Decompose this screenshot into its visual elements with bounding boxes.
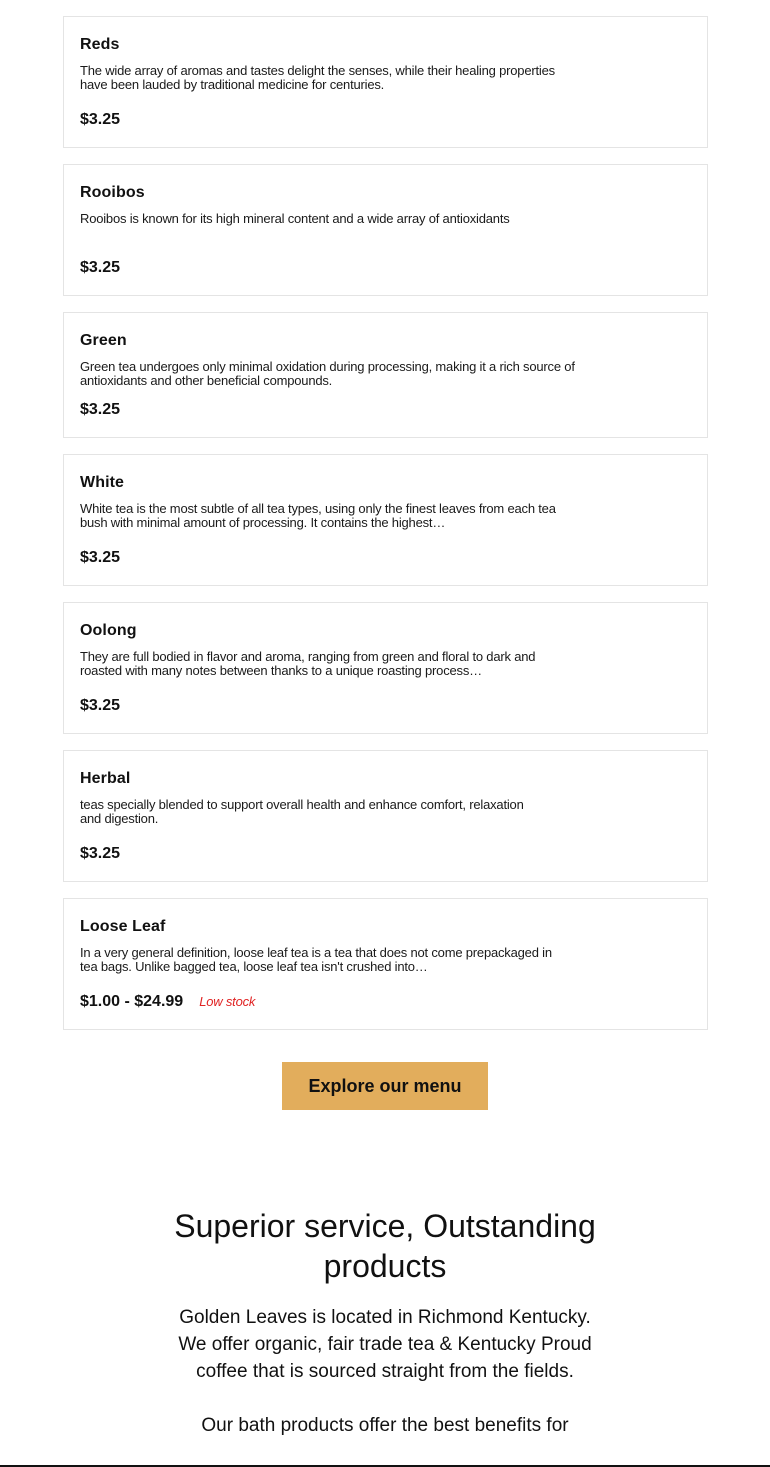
- price-row: [80, 111, 120, 129]
- about-section: [165, 1206, 605, 1439]
- product-price: $3.25: [80, 401, 121, 418]
- product-card-green[interactable]: [63, 312, 708, 438]
- product-description: The wide array of aromas and tastes delight the senses, while their healing properties have been lauded by traditional medicine for centuries.: [80, 63, 555, 92]
- product-name[interactable]: Oolong: [80, 622, 137, 639]
- product-name[interactable]: White: [80, 474, 125, 491]
- about-paragraph: Golden Leaves is located in Richmond Kentucky. We offer organic, fair trade tea & Kentucky Proud coffee that is sourced straight from the fields.: [178, 1307, 592, 1382]
- product-description: In a very general definition, loose leaf tea is a tea that does not come prepackaged in tea bags. Unlike bagged tea, loose leaf tea isn't crushed into…: [80, 945, 552, 974]
- product-list: [63, 16, 708, 1046]
- price-row: [80, 993, 255, 1011]
- product-name[interactable]: Loose Leaf: [80, 918, 166, 935]
- product-price: $3.25: [80, 259, 121, 276]
- product-card-herbal[interactable]: [63, 750, 708, 882]
- about-heading: Superior service, Outstanding products: [174, 1208, 596, 1284]
- product-price: $3.25: [80, 697, 121, 714]
- product-price: $3.25: [80, 111, 121, 128]
- price-row: [80, 697, 120, 715]
- product-name[interactable]: Reds: [80, 36, 120, 53]
- price-row: [80, 549, 120, 567]
- explore-menu-button[interactable]: Explore our menu: [282, 1062, 488, 1110]
- product-card-reds[interactable]: [63, 16, 708, 148]
- product-price: $3.25: [80, 845, 121, 862]
- product-description: White tea is the most subtle of all tea types, using only the finest leaves from each tea bush with minimal amount of processing. It contains the highest…: [80, 501, 556, 530]
- product-price: $1.00 - $24.99: [80, 993, 184, 1010]
- product-card-white[interactable]: [63, 454, 708, 586]
- product-name[interactable]: Green: [80, 332, 127, 349]
- product-description: teas specially blended to support overall health and enhance comfort, relaxation and digestion.: [80, 797, 524, 826]
- product-price: $3.25: [80, 549, 121, 566]
- price-row: [80, 259, 120, 277]
- product-card-oolong[interactable]: [63, 602, 708, 734]
- product-description: Green tea undergoes only minimal oxidation during processing, making it a rich source of antioxidants and other beneficial compounds.: [80, 359, 575, 388]
- about-paragraph-bath: Our bath products offer the best benefits for: [201, 1415, 569, 1436]
- low-stock-badge: Low stock: [199, 994, 256, 1009]
- product-description: Rooibos is known for its high mineral content and a wide array of antioxidants: [80, 211, 510, 226]
- product-name[interactable]: Rooibos: [80, 184, 145, 201]
- product-name[interactable]: Herbal: [80, 770, 131, 787]
- product-card-loose-leaf[interactable]: [63, 898, 708, 1030]
- product-card-rooibos[interactable]: [63, 164, 708, 296]
- product-description: They are full bodied in flavor and aroma, ranging from green and floral to dark and roasted with many notes between thanks to a unique roasting process…: [80, 649, 536, 678]
- price-row: [80, 845, 120, 863]
- price-row: [80, 401, 120, 419]
